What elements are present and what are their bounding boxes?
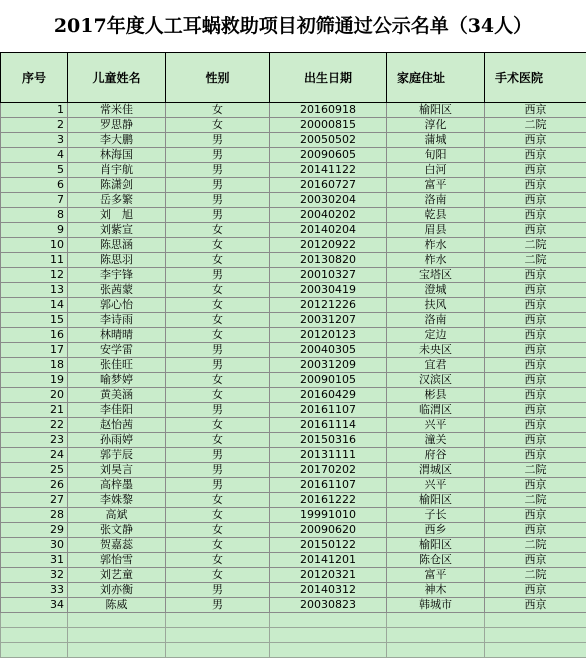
cell-hospital[interactable]: 西京 [485,133,586,148]
empty-cell[interactable] [270,628,387,643]
cell-address[interactable]: 彬县 [387,388,485,403]
cell-name[interactable]: 李诗雨 [68,313,166,328]
cell-address[interactable]: 旬阳 [387,148,485,163]
cell-hospital[interactable]: 西京 [485,208,586,223]
cell-seq[interactable]: 31 [1,553,68,568]
cell-gender[interactable]: 男 [166,583,270,598]
table-row [1,598,586,613]
cell-hospital[interactable]: 西京 [485,583,586,598]
empty-cell[interactable] [166,643,270,658]
cell-address[interactable]: 韩城市 [387,598,485,613]
cell-hospital[interactable]: 西京 [485,328,586,343]
cell-address[interactable]: 淳化 [387,118,485,133]
cell-birthdate[interactable]: 20030823 [270,598,387,613]
cell-gender[interactable]: 女 [166,313,270,328]
cell-address[interactable]: 兴平 [387,418,485,433]
header-cell-birthdate[interactable]: 出生日期 [270,53,387,103]
cell-hospital[interactable]: 西京 [485,403,586,418]
cell-birthdate[interactable]: 20031207 [270,313,387,328]
cell-address[interactable]: 乾县 [387,208,485,223]
table-row [1,313,586,328]
cell-birthdate[interactable]: 20140204 [270,223,387,238]
cell-name[interactable]: 李佳阳 [68,403,166,418]
cell-birthdate[interactable]: 20141122 [270,163,387,178]
cell-name[interactable]: 常米佳 [68,103,166,118]
cell-birthdate[interactable]: 20161107 [270,403,387,418]
cell-seq[interactable]: 26 [1,478,68,493]
cell-gender[interactable]: 男 [166,193,270,208]
empty-cell[interactable] [485,613,586,628]
cell-name[interactable]: 肖宇航 [68,163,166,178]
cell-name[interactable]: 郭心怡 [68,298,166,313]
cell-name[interactable]: 贺嘉蕊 [68,538,166,553]
cell-gender[interactable]: 女 [166,433,270,448]
cell-name[interactable]: 刘紫宣 [68,223,166,238]
cell-seq[interactable]: 33 [1,583,68,598]
cell-address[interactable]: 榆阳区 [387,493,485,508]
cell-seq[interactable]: 8 [1,208,68,223]
cell-birthdate[interactable]: 20030204 [270,193,387,208]
cell-name[interactable]: 林晴晴 [68,328,166,343]
cell-seq[interactable]: 9 [1,223,68,238]
empty-row [1,613,586,628]
cell-name[interactable]: 陈威 [68,598,166,613]
cell-seq[interactable]: 14 [1,298,68,313]
cell-seq[interactable]: 21 [1,403,68,418]
table-row [1,193,586,208]
cell-hospital[interactable]: 西京 [485,433,586,448]
table-row [1,328,586,343]
cell-seq[interactable]: 5 [1,163,68,178]
cell-hospital[interactable]: 二院 [485,238,586,253]
cell-name[interactable]: 李姝黎 [68,493,166,508]
table-row [1,253,586,268]
cell-hospital[interactable]: 西京 [485,553,586,568]
cell-hospital[interactable]: 西京 [485,148,586,163]
cell-seq[interactable]: 16 [1,328,68,343]
cell-gender[interactable]: 女 [166,223,270,238]
table-row [1,103,586,118]
cell-address[interactable]: 未央区 [387,343,485,358]
cell-birthdate[interactable]: 20131111 [270,448,387,463]
page-title: 2017年度人工耳蜗救助项目初筛通过公示名单（34人） [0,0,586,52]
table-row [1,223,586,238]
cell-hospital[interactable]: 西京 [485,298,586,313]
cell-address[interactable]: 澄城 [387,283,485,298]
table-row [1,298,586,313]
cell-name[interactable]: 赵怡茜 [68,418,166,433]
empty-cell[interactable] [166,628,270,643]
empty-cell[interactable] [166,613,270,628]
empty-cell[interactable] [387,643,485,658]
cell-name[interactable]: 张佳旺 [68,358,166,373]
cell-hospital[interactable]: 西京 [485,178,586,193]
cell-name[interactable]: 安学雷 [68,343,166,358]
cell-birthdate[interactable]: 20120321 [270,568,387,583]
header-cell-hospital[interactable]: 手术医院 [485,53,586,103]
table-row [1,148,586,163]
cell-gender[interactable]: 男 [166,148,270,163]
cell-address[interactable]: 榆阳区 [387,538,485,553]
cell-birthdate[interactable]: 20120123 [270,328,387,343]
cell-birthdate[interactable]: 20040305 [270,343,387,358]
cell-name[interactable]: 郭怡雪 [68,553,166,568]
table-row [1,493,586,508]
cell-name[interactable]: 罗思静 [68,118,166,133]
cell-name[interactable]: 孙雨婷 [68,433,166,448]
cell-seq[interactable]: 18 [1,358,68,373]
cell-birthdate[interactable]: 20031209 [270,358,387,373]
cell-gender[interactable]: 女 [166,553,270,568]
table-row [1,133,586,148]
table-row [1,268,586,283]
cell-name[interactable]: 张茜蒙 [68,283,166,298]
cell-name[interactable]: 李宇锋 [68,268,166,283]
cell-gender[interactable]: 男 [166,343,270,358]
cell-name[interactable]: 高梓墨 [68,478,166,493]
cell-seq[interactable]: 1 [1,103,68,118]
cell-birthdate[interactable]: 20170202 [270,463,387,478]
cell-name[interactable]: 陈思涵 [68,238,166,253]
cell-address[interactable]: 眉县 [387,223,485,238]
cell-birthdate[interactable]: 20130820 [270,253,387,268]
cell-address[interactable]: 白河 [387,163,485,178]
cell-gender[interactable]: 女 [166,373,270,388]
cell-hospital[interactable]: 西京 [485,523,586,538]
table-row [1,283,586,298]
empty-cell[interactable] [485,628,586,643]
cell-address[interactable]: 府谷 [387,448,485,463]
header-cell-seq[interactable]: 序号 [1,53,68,103]
cell-hospital[interactable]: 二院 [485,253,586,268]
cell-hospital[interactable]: 西京 [485,358,586,373]
cell-gender[interactable]: 男 [166,178,270,193]
cell-gender[interactable]: 女 [166,118,270,133]
cell-hospital[interactable]: 二院 [485,493,586,508]
cell-address[interactable]: 洛南 [387,193,485,208]
cell-name[interactable]: 喻梦婷 [68,373,166,388]
cell-seq[interactable]: 29 [1,523,68,538]
cell-seq[interactable]: 19 [1,373,68,388]
cell-hospital[interactable]: 西京 [485,448,586,463]
cell-address[interactable]: 宜君 [387,358,485,373]
cell-birthdate[interactable]: 20160918 [270,103,387,118]
cell-gender[interactable]: 女 [166,418,270,433]
cell-gender[interactable]: 男 [166,358,270,373]
table-row [1,508,586,523]
cell-address[interactable]: 潼关 [387,433,485,448]
cell-gender[interactable]: 男 [166,268,270,283]
cell-address[interactable]: 汉滨区 [387,373,485,388]
cell-name[interactable]: 黄美涵 [68,388,166,403]
cell-birthdate[interactable]: 20121226 [270,298,387,313]
cell-name[interactable]: 陈潇剑 [68,178,166,193]
cell-name[interactable]: 李大鹏 [68,133,166,148]
cell-gender[interactable]: 女 [166,493,270,508]
empty-cell[interactable] [68,613,166,628]
cell-gender[interactable]: 男 [166,133,270,148]
cell-hospital[interactable]: 西京 [485,313,586,328]
cell-gender[interactable]: 女 [166,508,270,523]
cell-hospital[interactable]: 西京 [485,418,586,433]
table-row [1,343,586,358]
cell-hospital[interactable]: 西京 [485,283,586,298]
cell-gender[interactable]: 男 [166,208,270,223]
cell-birthdate[interactable]: 20120922 [270,238,387,253]
table-row [1,448,586,463]
cell-address[interactable]: 渭城区 [387,463,485,478]
table-row [1,358,586,373]
cell-address[interactable]: 洛南 [387,313,485,328]
cell-hospital[interactable]: 西京 [485,478,586,493]
cell-name[interactable]: 刘昊言 [68,463,166,478]
cell-name[interactable]: 刘艺童 [68,568,166,583]
cell-seq[interactable]: 7 [1,193,68,208]
empty-cell[interactable] [387,613,485,628]
cell-hospital[interactable]: 西京 [485,373,586,388]
table-row [1,163,586,178]
cell-seq[interactable]: 10 [1,238,68,253]
table-row [1,118,586,133]
empty-row [1,628,586,643]
cell-seq[interactable]: 23 [1,433,68,448]
cell-address[interactable]: 宝塔区 [387,268,485,283]
table-row [1,403,586,418]
cell-seq[interactable]: 27 [1,493,68,508]
cell-hospital[interactable]: 二院 [485,118,586,133]
cell-gender[interactable]: 男 [166,478,270,493]
cell-birthdate[interactable]: 20090605 [270,148,387,163]
cell-birthdate[interactable]: 19991010 [270,508,387,523]
empty-cell[interactable] [1,628,68,643]
cell-address[interactable]: 子长 [387,508,485,523]
cell-address[interactable]: 定边 [387,328,485,343]
cell-hospital[interactable]: 西京 [485,163,586,178]
cell-address[interactable]: 富平 [387,568,485,583]
cell-name[interactable]: 岳多繁 [68,193,166,208]
table-row [1,568,586,583]
table-row [1,538,586,553]
table-row [1,478,586,493]
cell-address[interactable]: 陈仓区 [387,553,485,568]
cell-hospital[interactable]: 二院 [485,463,586,478]
cell-seq[interactable]: 32 [1,568,68,583]
cell-name[interactable]: 张文静 [68,523,166,538]
cell-gender[interactable]: 男 [166,598,270,613]
cell-gender[interactable]: 女 [166,388,270,403]
cell-address[interactable]: 榆阳区 [387,103,485,118]
cell-birthdate[interactable]: 20161114 [270,418,387,433]
cell-seq[interactable]: 3 [1,133,68,148]
empty-cell[interactable] [270,613,387,628]
cell-seq[interactable]: 28 [1,508,68,523]
cell-address[interactable]: 兴平 [387,478,485,493]
cell-name[interactable]: 陈思羽 [68,253,166,268]
cell-hospital[interactable]: 西京 [485,223,586,238]
empty-cell[interactable] [1,643,68,658]
cell-gender[interactable]: 女 [166,103,270,118]
empty-cell[interactable] [485,643,586,658]
cell-seq[interactable]: 12 [1,268,68,283]
table-row [1,388,586,403]
cell-hospital[interactable]: 西京 [485,343,586,358]
cell-birthdate[interactable]: 20150316 [270,433,387,448]
cell-gender[interactable]: 女 [166,538,270,553]
cell-birthdate[interactable]: 20160429 [270,388,387,403]
cell-gender[interactable]: 男 [166,463,270,478]
cell-address[interactable]: 西乡 [387,523,485,538]
header-cell-address[interactable]: 家庭住址 [387,53,485,103]
cell-seq[interactable]: 17 [1,343,68,358]
cell-address[interactable]: 扶风 [387,298,485,313]
cell-seq[interactable]: 15 [1,313,68,328]
cell-birthdate[interactable]: 20161222 [270,493,387,508]
cell-seq[interactable]: 6 [1,178,68,193]
table-row [1,208,586,223]
cell-gender[interactable]: 女 [166,568,270,583]
cell-hospital[interactable]: 西京 [485,388,586,403]
cell-name[interactable]: 刘亦衡 [68,583,166,598]
cell-gender[interactable]: 女 [166,253,270,268]
table-body [1,103,586,658]
empty-cell[interactable] [270,643,387,658]
cell-birthdate[interactable]: 20030419 [270,283,387,298]
cell-address[interactable]: 富平 [387,178,485,193]
table-row [1,583,586,598]
cell-gender[interactable]: 男 [166,403,270,418]
cell-birthdate[interactable]: 20000815 [270,118,387,133]
cell-seq[interactable]: 4 [1,148,68,163]
table-row [1,178,586,193]
cell-birthdate[interactable]: 20141201 [270,553,387,568]
cell-gender[interactable]: 男 [166,448,270,463]
cell-hospital[interactable]: 西京 [485,508,586,523]
cell-hospital[interactable]: 二院 [485,538,586,553]
cell-gender[interactable]: 女 [166,298,270,313]
cell-birthdate[interactable]: 20050502 [270,133,387,148]
cell-birthdate[interactable]: 20140312 [270,583,387,598]
cell-gender[interactable]: 女 [166,523,270,538]
cell-seq[interactable]: 22 [1,418,68,433]
table-row [1,433,586,448]
cell-birthdate[interactable]: 20090620 [270,523,387,538]
empty-cell[interactable] [68,628,166,643]
cell-gender[interactable]: 女 [166,283,270,298]
cell-hospital[interactable]: 西京 [485,193,586,208]
cell-address[interactable]: 临渭区 [387,403,485,418]
cell-birthdate[interactable]: 20040202 [270,208,387,223]
cell-name[interactable]: 刘 旭 [68,208,166,223]
cell-gender[interactable]: 女 [166,238,270,253]
table-row [1,238,586,253]
cell-hospital[interactable]: 西京 [485,103,586,118]
cell-address[interactable]: 柞水 [387,238,485,253]
empty-row [1,643,586,658]
header-cell-gender[interactable]: 性别 [166,53,270,103]
cell-name[interactable]: 高斌 [68,508,166,523]
cell-seq[interactable]: 20 [1,388,68,403]
cell-name[interactable]: 郭芋辰 [68,448,166,463]
empty-cell[interactable] [68,643,166,658]
cell-birthdate[interactable]: 20150122 [270,538,387,553]
cell-seq[interactable]: 24 [1,448,68,463]
header-cell-name[interactable]: 儿童姓名 [68,53,166,103]
cell-address[interactable]: 蒲城 [387,133,485,148]
cell-seq[interactable]: 25 [1,463,68,478]
cell-seq[interactable]: 13 [1,283,68,298]
header-row [1,53,586,103]
cell-seq[interactable]: 2 [1,118,68,133]
cell-hospital[interactable]: 西京 [485,598,586,613]
cell-hospital[interactable]: 二院 [485,568,586,583]
cell-birthdate[interactable]: 20090105 [270,373,387,388]
empty-cell[interactable] [387,628,485,643]
cell-birthdate[interactable]: 20160727 [270,178,387,193]
cell-gender[interactable]: 女 [166,328,270,343]
cell-name[interactable]: 林海国 [68,148,166,163]
cell-birthdate[interactable]: 20010327 [270,268,387,283]
table-row [1,463,586,478]
table-row [1,373,586,388]
cell-gender[interactable]: 男 [166,163,270,178]
cell-seq[interactable]: 11 [1,253,68,268]
table-row [1,553,586,568]
cell-address[interactable]: 神木 [387,583,485,598]
cell-seq[interactable]: 34 [1,598,68,613]
table-row [1,418,586,433]
cell-address[interactable]: 柞水 [387,253,485,268]
empty-cell[interactable] [1,613,68,628]
roster-table [0,52,586,658]
cell-seq[interactable]: 30 [1,538,68,553]
cell-hospital[interactable]: 西京 [485,268,586,283]
table-row [1,523,586,538]
cell-birthdate[interactable]: 20161107 [270,478,387,493]
